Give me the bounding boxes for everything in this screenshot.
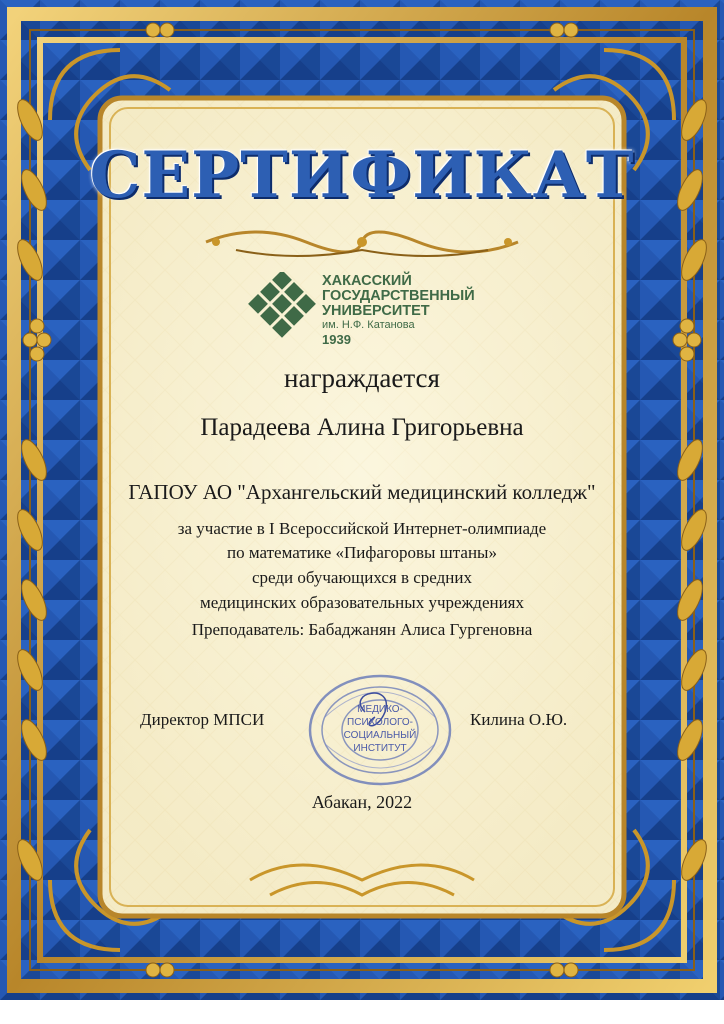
description-line-1: за участие в I Всероссийской Интернет-олимпиаде [177,519,547,538]
certificate-title: СЕРТИФИКАТ [89,138,635,213]
recipient-name: Парадеева Алина Григорьевна [200,414,524,441]
university-logo-icon [246,272,318,344]
stamp-line-4: ИНСТИТУТ [353,743,407,754]
place-and-date: Абакан, 2022 [311,792,413,812]
university-line-3: УНИВЕРСИТЕТ [322,303,430,319]
stamp-line-3: СОЦИАЛЬНЫЙ [343,730,417,741]
organization-name: ГАПОУ АО "Архангельский медицинский колледж" [128,480,596,504]
director-name: Килина О.Ю. [470,710,568,729]
stamp-line-2: ПСИХОЛОГО- [347,717,413,728]
description-line-4: медицинских образовательных учреждениях [199,593,525,612]
university-line-2: ГОСУДАРСТВЕННЫЙ [322,288,475,304]
teacher-name: Преподаватель: Бабаджанян Алиса Гургеновна [191,620,533,639]
official-stamp-icon [305,672,455,788]
university-name [322,274,475,347]
director-role: Директор МПСИ [140,710,265,729]
page-bottom-margin [0,1000,724,1024]
university-line-1: ХАКАССКИЙ [322,273,412,289]
university-line-4: им. Н.Ф. Катанова [322,319,415,331]
description-line-2: по математике «Пифагоровы штаны» [227,543,497,562]
title-flourish [196,222,528,262]
stamp-line-1: МЕДИКО- [357,704,403,715]
awarded-label: награждается [284,363,440,393]
description-line-3: среди обучающихся в средних [252,568,472,587]
university-year: 1939 [322,332,351,347]
